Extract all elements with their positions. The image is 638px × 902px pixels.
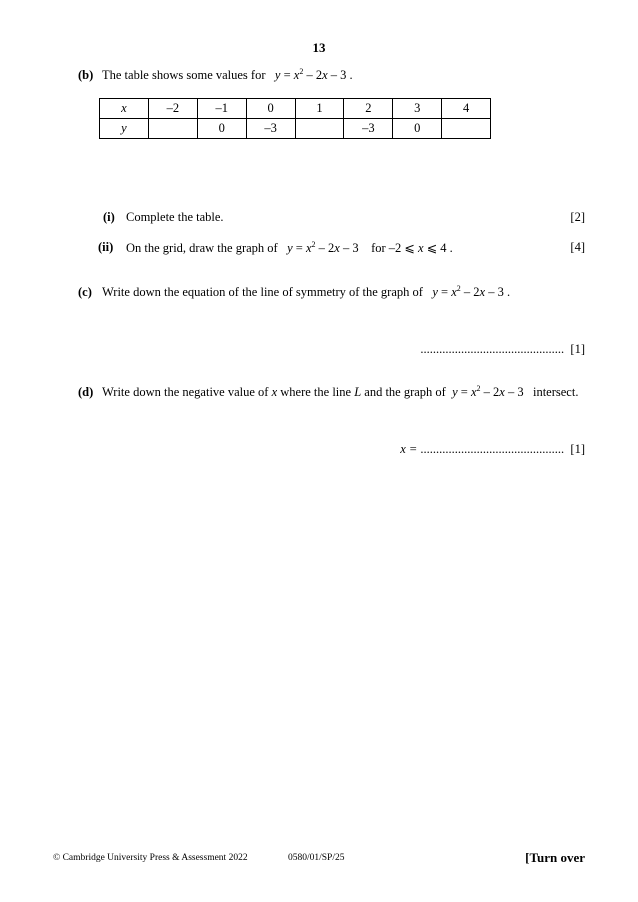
eq-equals: = — [457, 385, 471, 399]
eq-x2: x — [479, 285, 486, 299]
eq-equals: = — [280, 68, 294, 82]
footer-turn-over: [Turn over — [525, 850, 585, 865]
page-number: 13 — [312, 40, 326, 55]
part-d-answer-line[interactable]: .............................................. — [420, 442, 565, 456]
eq-minus-3: – 3 . — [485, 285, 511, 299]
table-cell-y-input[interactable] — [295, 119, 344, 139]
part-b-intro — [102, 68, 353, 83]
eq-exp: 2 — [311, 240, 316, 249]
part-d-text-mid: where the line — [280, 385, 352, 399]
table-cell-x: –2 — [148, 99, 197, 119]
eq-exp: 2 — [299, 67, 304, 76]
table-cell-y: –3 — [246, 119, 295, 139]
eq-equals: = — [292, 241, 306, 255]
range-x: x — [418, 241, 424, 255]
part-d-text-post: and the graph of — [364, 385, 446, 399]
part-d-label: (d) — [78, 385, 94, 399]
table-cell-x: 0 — [246, 99, 295, 119]
eq-minus-2: – 2 — [480, 385, 500, 399]
eq-x: x — [293, 68, 300, 82]
eq-exp: 2 — [476, 384, 481, 393]
eq-y: y — [452, 385, 458, 399]
part-c-text: Write down the equation of the line of symmetry of the graph of — [102, 285, 423, 299]
part-d-marks: [1] — [570, 442, 585, 456]
table-row-y — [100, 119, 491, 139]
sub-i-marks: [2] — [570, 210, 585, 224]
eq-minus-2: – 2 — [303, 68, 323, 82]
eq-minus-2: – 2 — [460, 285, 480, 299]
table-cell-y: 0 — [197, 119, 246, 139]
sub-ii-label: (ii) — [98, 240, 114, 254]
table-cell-y: 0 — [393, 119, 442, 139]
table-header-x: x — [100, 99, 149, 119]
table-cell-y-input[interactable] — [442, 119, 491, 139]
eq-x2: x — [322, 68, 328, 82]
eq-y: y — [274, 68, 281, 82]
table-cell-x: 3 — [393, 99, 442, 119]
eq-x: x — [451, 285, 457, 299]
table-cell-y-input[interactable] — [148, 119, 197, 139]
table-row-x — [100, 99, 491, 119]
part-c-answer — [420, 342, 585, 357]
eq-x: x — [470, 385, 477, 399]
part-c-label: (c) — [78, 285, 92, 299]
range-post: ⩽ 4 . — [423, 241, 453, 255]
part-c-question — [102, 285, 510, 300]
eq-minus-3: – 3 . — [327, 68, 353, 82]
sub-ii-marks: [4] — [570, 240, 585, 254]
footer-copyright: © Cambridge University Press & Assessment 2022 — [53, 853, 248, 863]
sub-i-text: Complete the table. — [126, 210, 224, 224]
table-cell-x: 2 — [344, 99, 393, 119]
part-d-x: x — [271, 385, 278, 399]
eq-x2: x — [499, 385, 505, 399]
part-b-intro-text: The table shows some values for — [102, 68, 266, 82]
eq-x: x — [305, 241, 312, 255]
eq-minus-2: – 2 — [315, 241, 335, 255]
part-d-text-pre: Write down the negative value of — [102, 385, 269, 399]
table-cell-y: –3 — [344, 119, 393, 139]
table-cell-x: –1 — [197, 99, 246, 119]
sub-ii-text: On the grid, draw the graph of $y = x^2 - 2x - 3$ for –2 ⩽ x ⩽ 4 . — [126, 240, 453, 255]
table-header-y: y — [100, 119, 149, 139]
part-b-label: (b) — [78, 68, 94, 82]
range-pre: for –2 ⩽ — [371, 241, 419, 255]
part-d-answer-prefix: x = — [400, 442, 421, 456]
part-d-answer — [400, 442, 585, 457]
part-d-text-end: intersect. — [532, 385, 579, 399]
eq-x2: x — [334, 241, 340, 255]
footer-code: 0580/01/SP/25 — [288, 853, 345, 863]
part-c-answer-line[interactable]: .............................................. — [420, 342, 565, 356]
eq-y: y — [287, 241, 293, 255]
eq-y: y — [432, 285, 438, 299]
sub-i-label: (i) — [103, 210, 115, 224]
table-cell-x: 4 — [442, 99, 491, 119]
part-c-marks: [1] — [570, 342, 585, 356]
table-cell-x: 1 — [295, 99, 344, 119]
sub-ii-text-pre: On the grid, draw the graph of — [126, 241, 278, 255]
part-d-L: L — [354, 385, 362, 399]
eq-exp: 2 — [456, 284, 461, 293]
part-d-question: Write down the negative value of x where the line L and the graph of $y = x^2 - 2x - 3$ intersect. — [102, 384, 579, 399]
eq-equals: = — [437, 285, 452, 299]
values-table — [99, 98, 491, 139]
